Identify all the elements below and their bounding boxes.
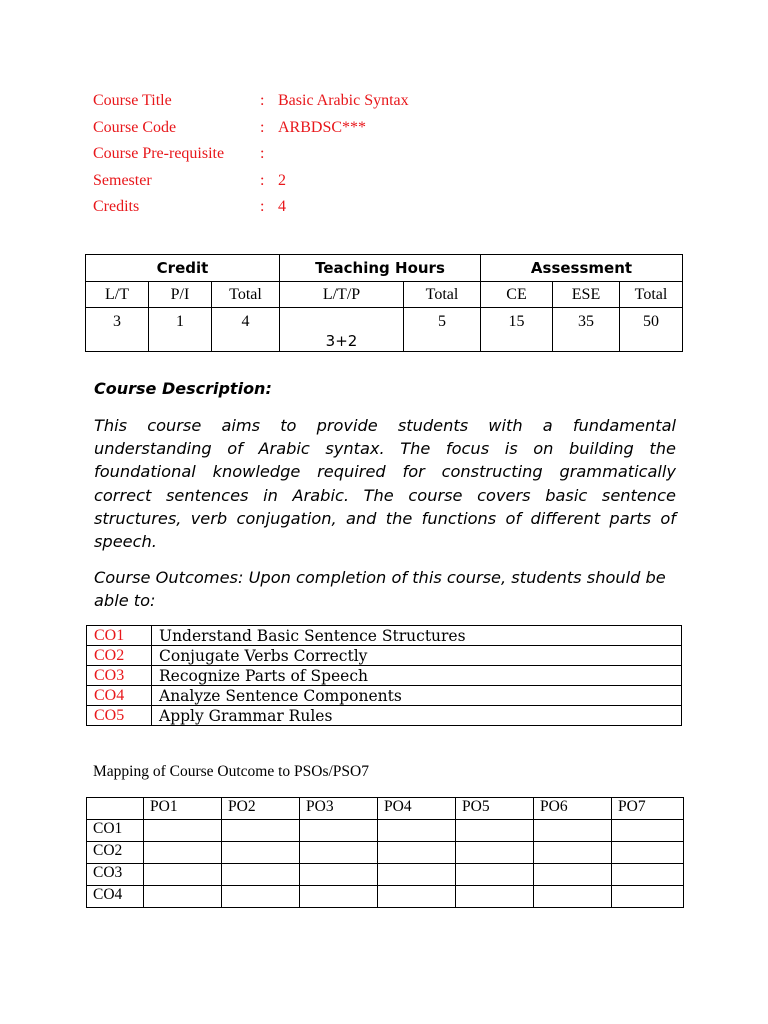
table-row	[87, 820, 684, 842]
info-colon: :	[260, 145, 265, 162]
outcome-text: Understand Basic Sentence Structures	[152, 626, 682, 646]
po-mapping-table	[86, 797, 684, 908]
info-label: Course Pre-requisite	[93, 145, 225, 162]
table-row	[87, 686, 682, 706]
credit-table-values-row	[86, 308, 683, 352]
info-colon: :	[260, 118, 265, 136]
co-row-label: CO3	[87, 864, 144, 886]
mapping-cell	[144, 820, 222, 842]
table-row	[87, 626, 682, 646]
subheader-cell: L/T/P	[280, 282, 404, 308]
mapping-cell	[300, 886, 378, 908]
header-teaching-hours: Teaching Hours	[280, 255, 481, 282]
course-code-value: ARBDSC***	[278, 118, 367, 136]
credit-table	[85, 254, 683, 352]
mapping-cell	[534, 886, 612, 908]
mapping-cell	[222, 864, 300, 886]
po-header: PO7	[612, 798, 684, 820]
table-row	[87, 706, 682, 726]
table-row	[87, 666, 682, 686]
credit-table-subheader-row	[86, 282, 683, 308]
corner-cell	[87, 798, 144, 820]
outcome-text: Analyze Sentence Components	[152, 686, 682, 706]
info-colon: :	[260, 198, 265, 215]
outcome-code: CO1	[87, 626, 152, 646]
outcome-code: CO3	[87, 666, 152, 686]
course-prerequisite-value	[278, 143, 593, 170]
mapping-cell	[534, 820, 612, 842]
mapping-cell	[612, 864, 684, 886]
value-cell: 50	[620, 308, 683, 352]
info-label: Course Code	[93, 118, 177, 136]
mapping-cell	[378, 842, 456, 864]
credits-value: 4	[278, 198, 286, 215]
mapping-cell	[144, 842, 222, 864]
po-header-row	[87, 798, 684, 820]
mapping-cell	[300, 864, 378, 886]
mapping-cell	[222, 820, 300, 842]
mapping-cell	[456, 820, 534, 842]
table-row	[87, 864, 684, 886]
subheader-cell: Total	[620, 282, 683, 308]
mapping-cell	[456, 842, 534, 864]
subheader-cell: Total	[212, 282, 280, 308]
credits-row	[93, 196, 593, 223]
header-credit: Credit	[86, 255, 280, 282]
po-header: PO2	[222, 798, 300, 820]
outcome-text: Recognize Parts of Speech	[152, 666, 682, 686]
course-title-row	[93, 90, 593, 117]
mapping-cell	[300, 820, 378, 842]
po-header: PO4	[378, 798, 456, 820]
course-outcomes-table	[86, 625, 682, 726]
po-header: PO6	[534, 798, 612, 820]
semester-row	[93, 170, 593, 197]
po-header: PO1	[144, 798, 222, 820]
po-header: PO3	[300, 798, 378, 820]
subheader-cell: CE	[481, 282, 553, 308]
course-description-heading: Course Description:	[94, 379, 272, 398]
value-cell: 35	[553, 308, 620, 352]
info-colon: :	[260, 171, 265, 189]
po-header: PO5	[456, 798, 534, 820]
value-cell: 3+2	[280, 308, 404, 352]
outcome-code: CO2	[87, 646, 152, 666]
semester-value: 2	[278, 171, 286, 189]
mapping-cell	[222, 886, 300, 908]
co-row-label: CO1	[87, 820, 144, 842]
table-row	[87, 842, 684, 864]
subheader-cell: P/I	[149, 282, 212, 308]
mapping-cell	[144, 886, 222, 908]
outcome-code: CO4	[87, 686, 152, 706]
mapping-cell	[456, 864, 534, 886]
outcome-text: Apply Grammar Rules	[152, 706, 682, 726]
value-cell: 5	[404, 308, 481, 352]
mapping-cell	[534, 842, 612, 864]
subheader-cell: ESE	[553, 282, 620, 308]
value-cell: 3	[86, 308, 149, 352]
co-row-label: CO4	[87, 886, 144, 908]
info-label: Credits	[93, 198, 140, 215]
mapping-cell	[534, 864, 612, 886]
value-cell: 4	[212, 308, 280, 352]
course-description-text: This course aims to provide students with a fundamental understanding of Arabic syntax. The focus is on building the foundational knowledge required for constructing grammatically correct sentences in Arabic. The course covers basic sentence structures, verb conjugation, and the functions of different parts of speech.	[94, 416, 676, 552]
course-info	[93, 90, 593, 223]
mapping-cell	[144, 864, 222, 886]
info-label: Course Title	[93, 92, 172, 109]
mapping-cell	[612, 820, 684, 842]
mapping-cell	[378, 886, 456, 908]
mapping-cell	[456, 886, 534, 908]
mapping-cell	[222, 842, 300, 864]
credit-table-header-row	[86, 255, 683, 282]
info-colon: :	[260, 92, 265, 109]
mapping-cell	[612, 886, 684, 908]
subheader-cell: L/T	[86, 282, 149, 308]
table-row	[87, 646, 682, 666]
course-title-value: Basic Arabic Syntax	[278, 92, 409, 109]
outcome-text: Conjugate Verbs Correctly	[152, 646, 682, 666]
mapping-title: Mapping of Course Outcome to PSOs/PSO7	[93, 763, 369, 780]
mapping-cell	[300, 842, 378, 864]
mapping-cell	[378, 864, 456, 886]
course-code-row	[93, 117, 593, 144]
table-row	[87, 886, 684, 908]
co-row-label: CO2	[87, 842, 144, 864]
info-label: Semester	[93, 171, 152, 189]
course-outcomes-intro: Course Outcomes: Upon completion of this course, students should be able to:	[94, 568, 666, 610]
mapping-cell	[612, 842, 684, 864]
header-assessment: Assessment	[481, 255, 683, 282]
mapping-cell	[378, 820, 456, 842]
value-cell: 15	[481, 308, 553, 352]
value-cell: 1	[149, 308, 212, 352]
subheader-cell: Total	[404, 282, 481, 308]
outcome-code: CO5	[87, 706, 152, 726]
course-prerequisite-row	[93, 143, 593, 170]
